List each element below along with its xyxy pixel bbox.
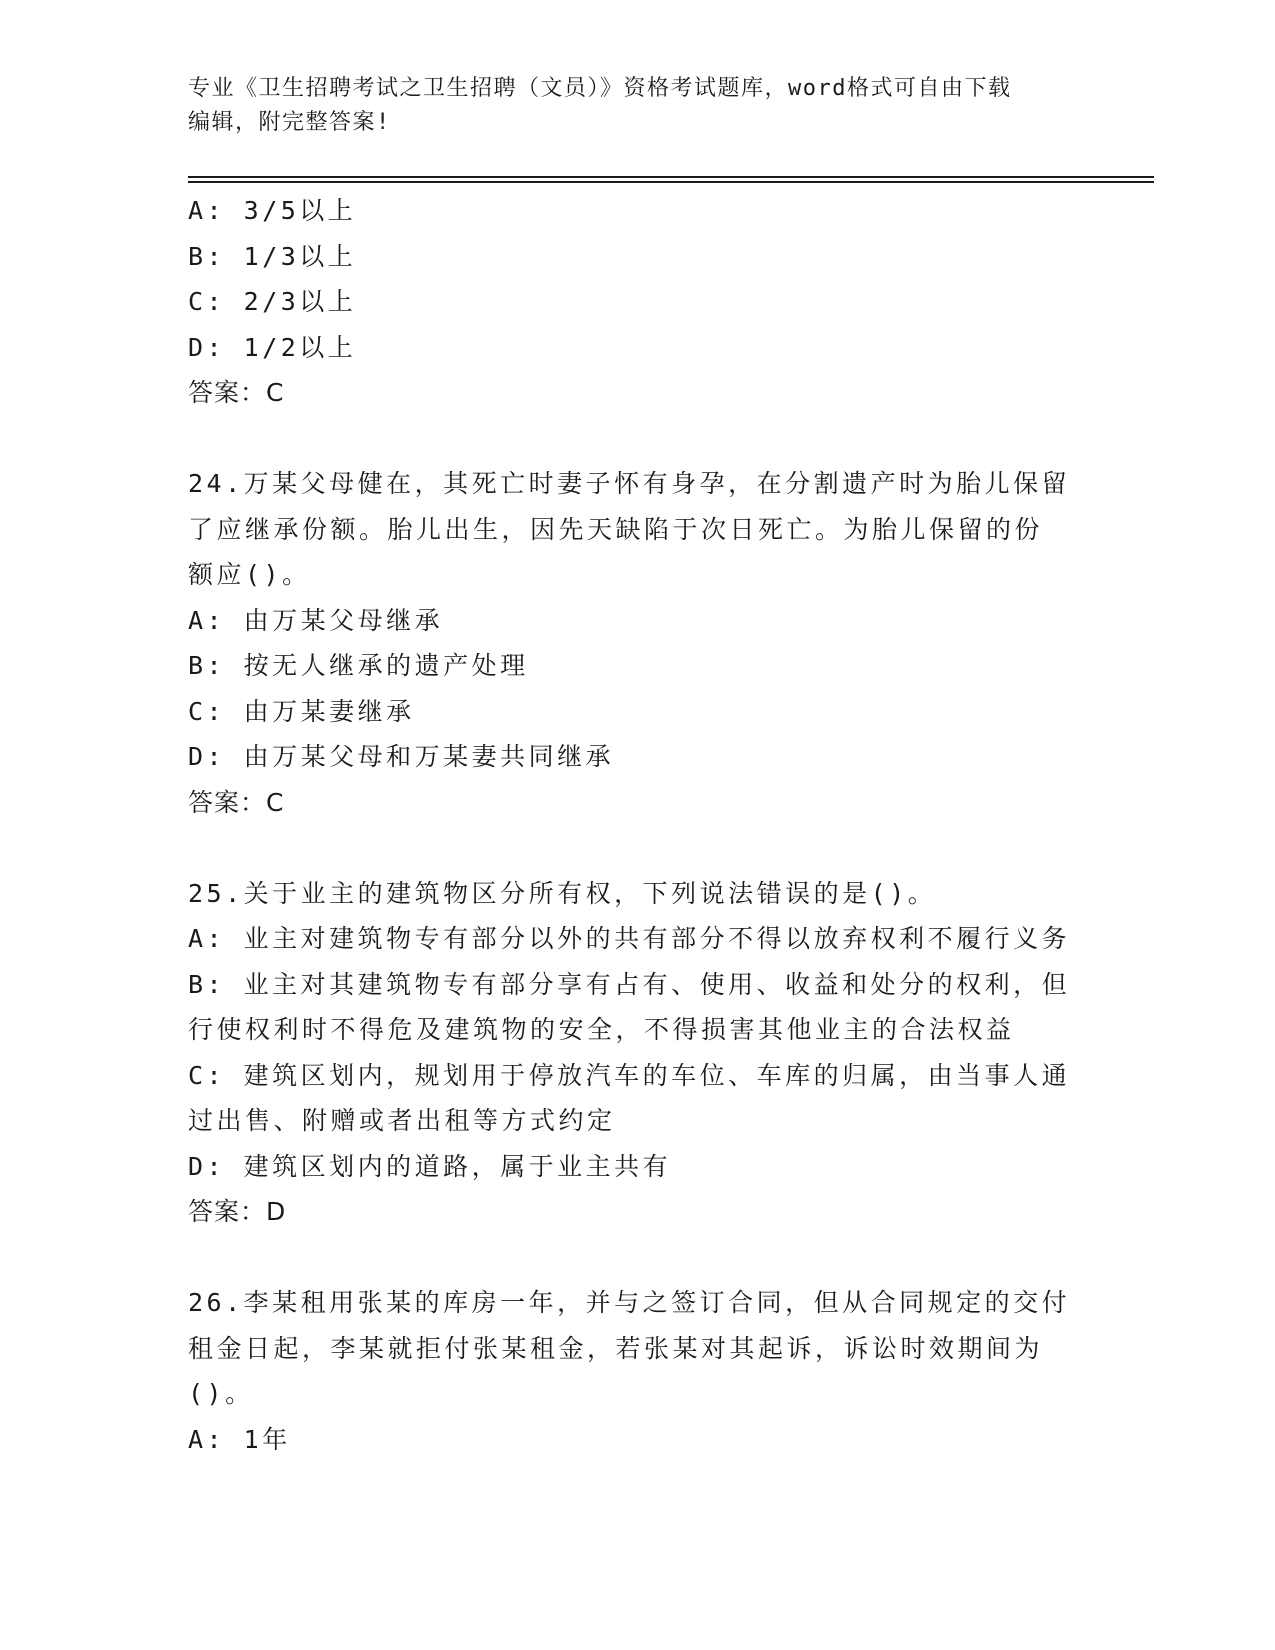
option-c-continued: 过出售、附赠或者出租等方式约定 — [188, 1106, 616, 1135]
answer: 答案：C — [188, 378, 285, 407]
option-d: D: 由万某父母和万某妻共同继承 — [188, 742, 615, 771]
answer: 答案：C — [188, 787, 285, 817]
option-b-continued: 行使权利时不得危及建筑物的安全，不得损害其他业主的合法权益 — [188, 1015, 1015, 1044]
question-26 — [188, 1280, 1088, 1462]
header-divider-top — [188, 176, 1154, 178]
option-b: B: 按无人继承的遗产处理 — [188, 651, 529, 680]
option-a: A: 3/5以上 — [188, 196, 357, 225]
question-stem-line: 25.关于业主的建筑物区分所有权，下列说法错误的是()。 — [188, 878, 937, 908]
answer: 答案：D — [188, 1197, 287, 1226]
option-b: B: 1/3以上 — [188, 241, 357, 271]
question-stem-line: 额应()。 — [188, 560, 311, 589]
spacer — [188, 416, 1088, 462]
header-line-1: 专业《卫生招聘考试之卫生招聘（文员）》资格考试题库，word格式可自由下载 — [188, 76, 1012, 101]
question-list — [188, 188, 1088, 1462]
question-stem-line: 26.李某租用张某的库房一年，并与之签订合同，但从合同规定的交付 — [188, 1288, 1071, 1317]
spacer — [188, 1235, 1088, 1281]
option-c: C: 由万某妻继承 — [188, 696, 415, 726]
option-c: C: 2/3以上 — [188, 287, 357, 316]
question-stem-line: ()。 — [188, 1379, 254, 1408]
question-stem-line: 24.万某父母健在，其死亡时妻子怀有身孕，在分割遗产时为胎儿保留 — [188, 469, 1071, 498]
option-d: D: 建筑区划内的道路，属于业主共有 — [188, 1151, 672, 1181]
question-25 — [188, 871, 1088, 1235]
option-a: A: 由万某父母继承 — [188, 605, 444, 635]
option-a: A: 1年 — [188, 1424, 291, 1454]
option-d: D: 1/2以上 — [188, 332, 357, 362]
question-stem-line: 了应继承份额。胎儿出生，因先天缺陷于次日死亡。为胎儿保留的份 — [188, 514, 1044, 544]
question-24 — [188, 461, 1088, 825]
question-stem-line: 租金日起，李某就拒付张某租金，若张某对其起诉，诉讼时效期间为 — [188, 1333, 1044, 1363]
option-b: B: 业主对其建筑物专有部分享有占有、使用、收益和处分的权利，但 — [188, 969, 1071, 999]
option-c: C: 建筑区划内，规划用于停放汽车的车位、车库的归属，由当事人通 — [188, 1060, 1071, 1090]
option-a: A: 业主对建筑物专有部分以外的共有部分不得以放弃权利不履行义务 — [188, 924, 1071, 953]
document-header — [188, 72, 1068, 140]
spacer — [188, 825, 1088, 871]
header-divider-bottom — [188, 181, 1154, 183]
question-23 — [188, 188, 1088, 416]
header-line-2: 编辑，附完整答案! — [188, 110, 391, 135]
